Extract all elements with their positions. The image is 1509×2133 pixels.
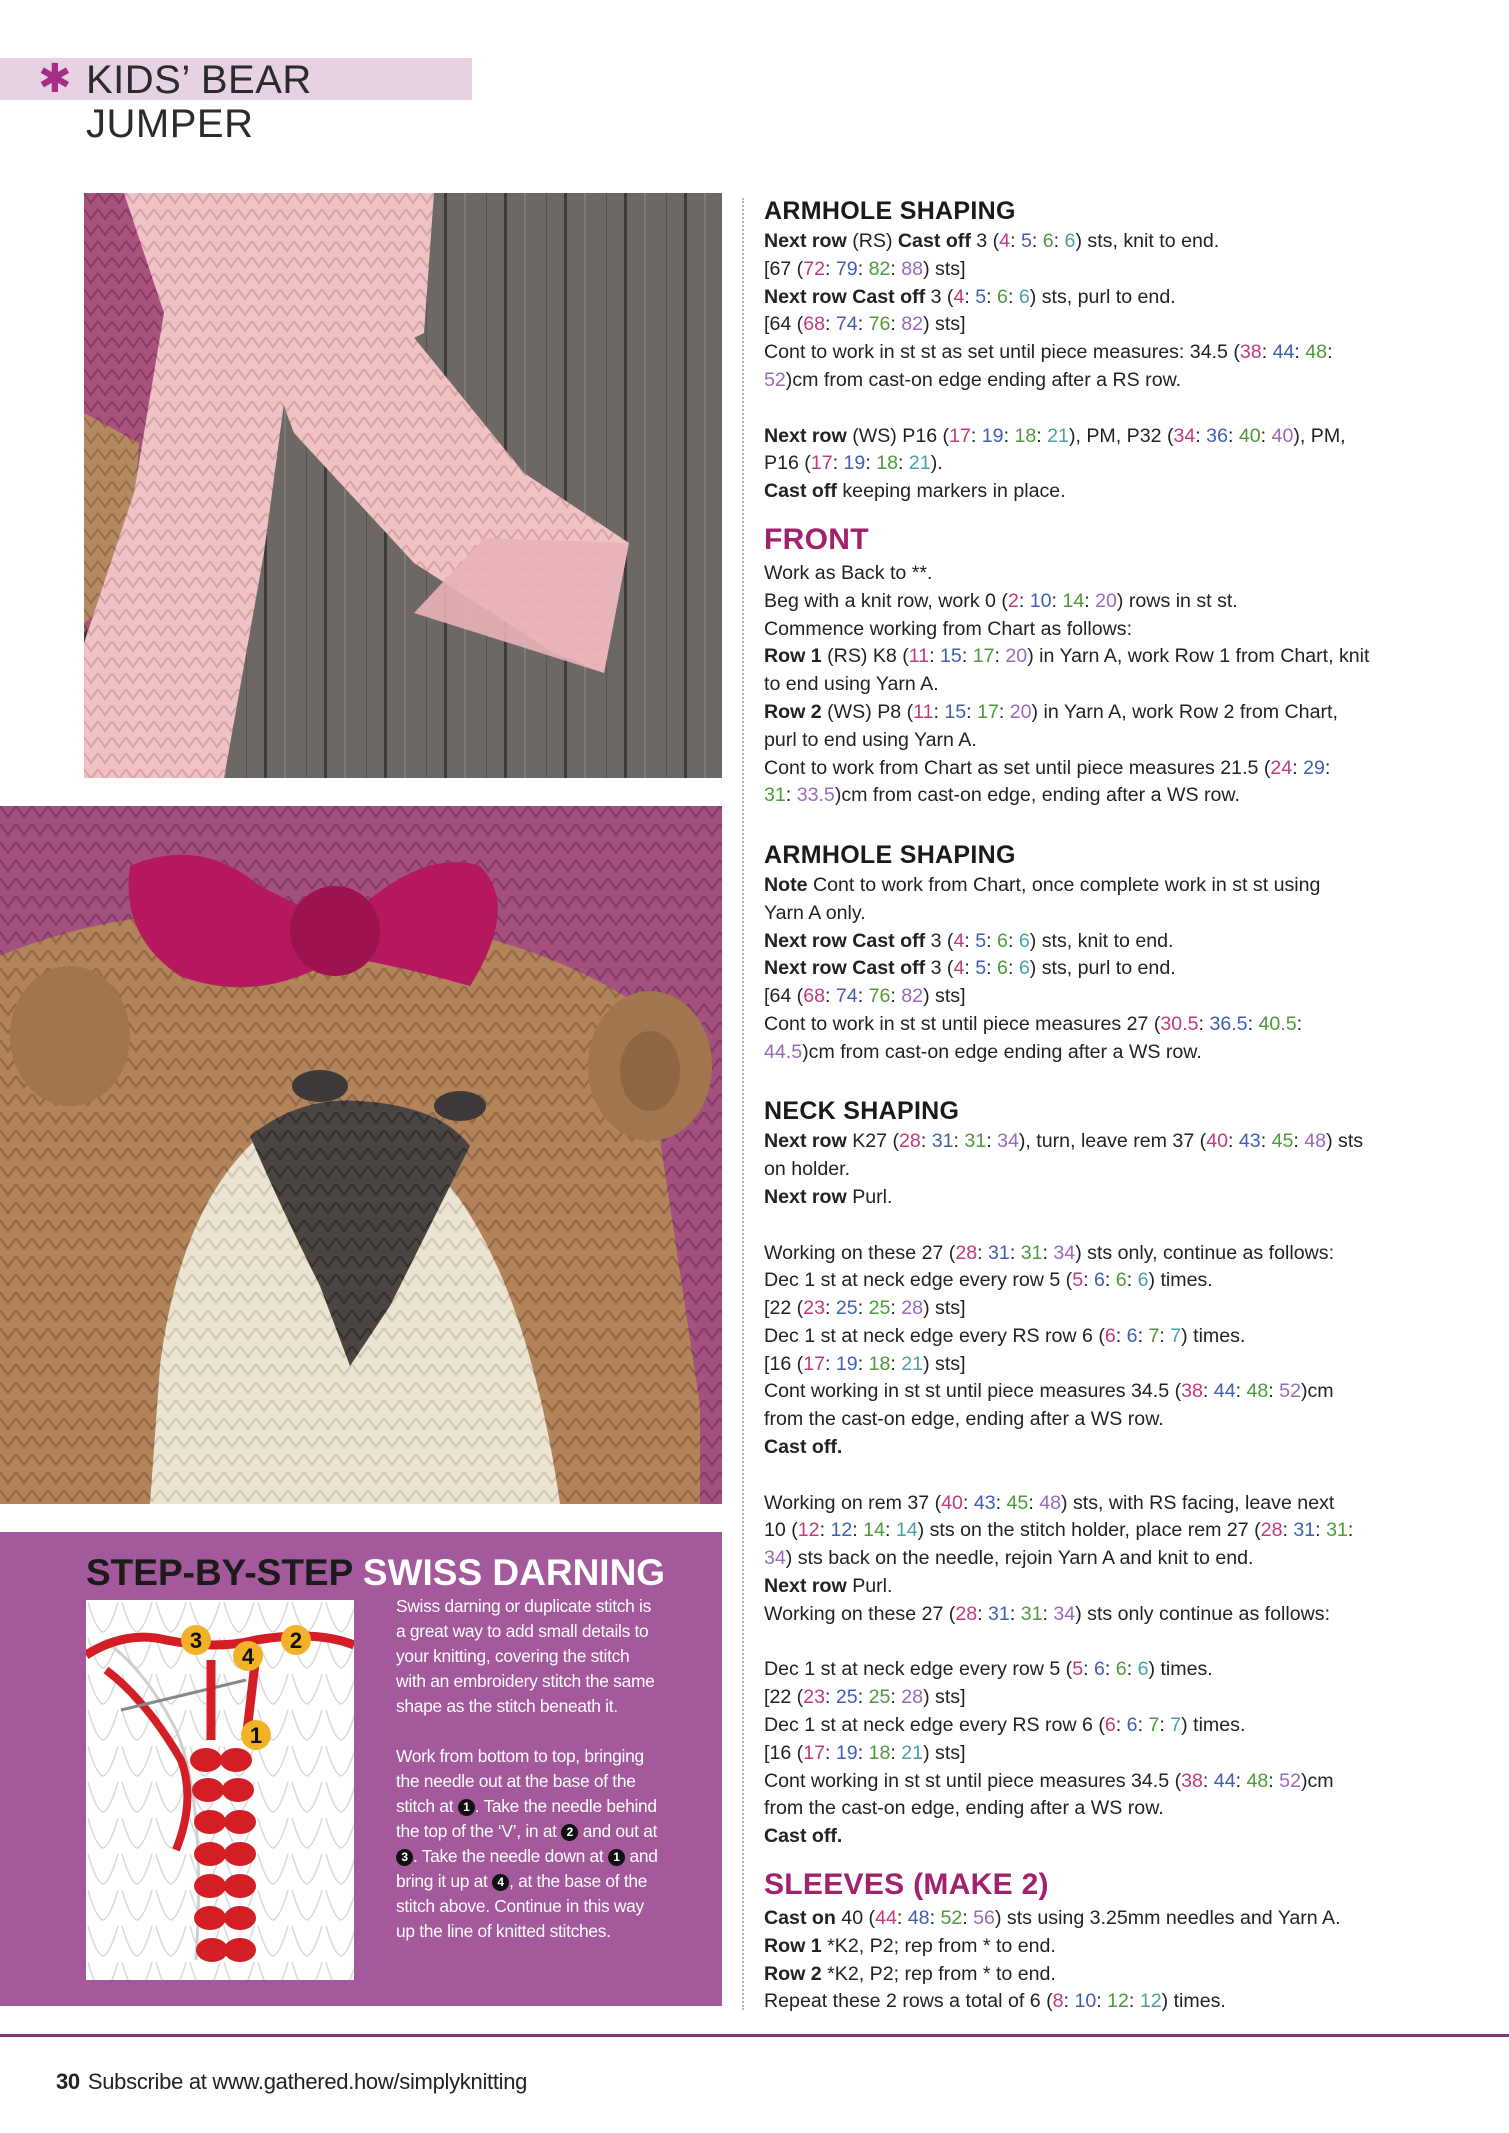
instruction-line: Cont to work from Chart as set until piece measures 21.5 (24: 29: xyxy=(764,756,1331,779)
column-divider xyxy=(742,198,744,2010)
text-line: stitch at 1 . Take the needle behind xyxy=(396,1796,657,1816)
text-line: a great way to add small details to xyxy=(396,1621,649,1641)
footer-rule xyxy=(0,2034,1509,2037)
swiss-darning-heading: STEP-BY-STEP SWISS DARNING xyxy=(86,1552,666,1593)
instruction-line: purl to end using Yarn A. xyxy=(764,728,977,751)
swiss-darning-text xyxy=(396,1594,700,1944)
bear-face-photo xyxy=(0,806,722,1504)
instruction-line: Dec 1 st at neck edge every RS row 6 (6: 6: 7: 7) times. xyxy=(764,1714,1246,1737)
instruction-line: on holder. xyxy=(764,1158,851,1181)
armhole-shaping-heading: ARMHOLE SHAPING xyxy=(764,197,1016,225)
text-line: bring it up at 4 , at the base of the xyxy=(396,1871,648,1891)
instruction-line: [64 (68: 74: 76: 82) sts] xyxy=(764,313,966,336)
instruction-line: 52)cm from cast-on edge ending after a RS row. xyxy=(764,368,1182,391)
step-label-1: 1 xyxy=(249,1723,263,1748)
step-number-icon: 4 xyxy=(492,1874,509,1891)
instruction-line: Dec 1 st at neck edge every row 5 (5: 6: 6: 6) times. xyxy=(764,1269,1213,1292)
instruction-line: [22 (23: 25: 25: 28) sts] xyxy=(764,1686,966,1709)
text-line: up the line of knitted stitches. xyxy=(396,1921,611,1941)
instruction-line: 10 (12: 12: 14: 14) sts on the stitch holder, place rem 27 (28: 31: 31: xyxy=(764,1519,1354,1542)
text-line: Work from bottom to top, bringing xyxy=(396,1746,644,1766)
neck-shaping-heading: NECK SHAPING xyxy=(764,1097,960,1126)
asterisk-icon: ✱ xyxy=(38,56,72,102)
swiss-darning-box xyxy=(0,1532,722,2006)
instruction-line: Note Cont to work from Chart, once complete work in st st using xyxy=(764,873,1321,896)
page-header xyxy=(0,56,472,146)
instruction-line: Cont working in st st until piece measures 34.5 (38: 44: 48: 52)cm xyxy=(764,1380,1334,1403)
instruction-line: Cast on 40 (44: 48: 52: 56) sts using 3.25mm needles and Yarn A. xyxy=(764,1907,1341,1930)
footer xyxy=(56,2068,527,2096)
instruction-line: from the cast-on edge, ending after a WS row. xyxy=(764,1408,1164,1431)
instruction-line: [16 (17: 19: 18: 21) sts] xyxy=(764,1352,966,1375)
text-line: your knitting, covering the stitch xyxy=(396,1646,630,1666)
instruction-line: 31: 33.5)cm from cast-on edge, ending after a WS row. xyxy=(764,784,1240,807)
instruction-line: Next row (RS) Cast off 3 (4: 5: 6: 6) sts, knit to end. xyxy=(764,230,1220,252)
instruction-line: 34) sts back on the needle, rejoin Yarn A and knit to end. xyxy=(764,1547,1254,1570)
step-number-icon: 2 xyxy=(561,1824,578,1841)
step-label-3: 3 xyxy=(189,1628,203,1653)
instruction-line: Cast off keeping markers in place. xyxy=(764,480,1066,503)
step-label-4: 4 xyxy=(241,1644,255,1669)
step-label-2: 2 xyxy=(289,1628,303,1653)
instruction-line: Row 2 *K2, P2; rep from * to end. xyxy=(764,1962,1056,1985)
instruction-line: Work as Back to **. xyxy=(764,561,933,584)
instruction-line: [67 (72: 79: 82: 88) sts] xyxy=(764,257,966,280)
text-line: Swiss darning or duplicate stitch is xyxy=(396,1596,652,1616)
instruction-line: Cast off. xyxy=(764,1436,843,1459)
text-line: the top of the ‘V’, in at 2 and out at xyxy=(396,1821,658,1841)
instruction-line: Repeat these 2 rows a total of 6 (8: 10: 12: 12) times. xyxy=(764,1990,1226,2013)
step-number-icon: 1 xyxy=(458,1799,475,1816)
instruction-line: Row 1 (RS) K8 (11: 15: 17: 20) in Yarn A, work Row 1 from Chart, knit xyxy=(764,645,1370,668)
instruction-line: Cont to work in st st until piece measures 27 (30.5: 36.5: 40.5: xyxy=(764,1012,1303,1035)
instruction-line: [16 (17: 19: 18: 21) sts] xyxy=(764,1741,966,1764)
front-heading: FRONT xyxy=(764,522,869,556)
instruction-line: Yarn A only. xyxy=(764,901,866,924)
instruction-line: Next row K27 (28: 31: 31: 34), turn, leave rem 37 (40: 43: 45: 48) sts xyxy=(764,1130,1364,1153)
armhole-shaping-heading: ARMHOLE SHAPING xyxy=(764,840,1016,869)
instruction-line: Beg with a knit row, work 0 (2: 10: 14: 20) rows in st st. xyxy=(764,589,1238,612)
instruction-line: Next row Purl. xyxy=(764,1185,893,1208)
instruction-line: Next row (WS) P16 (17: 19: 18: 21), PM, P32 (34: 36: 40: 40), PM, xyxy=(764,424,1346,447)
instruction-line: Row 2 (WS) P8 (11: 15: 17: 20) in Yarn A, work Row 2 from Chart, xyxy=(764,700,1338,723)
instruction-line: [64 (68: 74: 76: 82) sts] xyxy=(764,985,966,1008)
instruction-line: Cont to work in st st as set until piece measures: 34.5 (38: 44: 48: xyxy=(764,341,1333,364)
text-line: shape as the stitch beneath it. xyxy=(396,1696,618,1716)
instruction-line: Next row Purl. xyxy=(764,1575,893,1598)
pink-sleeve-photo xyxy=(84,193,722,778)
instruction-line: Row 1 *K2, P2; rep from * to end. xyxy=(764,1934,1056,1957)
instruction-line: Dec 1 st at neck edge every RS row 6 (6: 6: 7: 7) times. xyxy=(764,1324,1246,1347)
instruction-line: Working on rem 37 (40: 43: 45: 48) sts, with RS facing, leave next xyxy=(764,1491,1335,1514)
instruction-line: 44.5)cm from cast-on edge ending after a WS row. xyxy=(764,1040,1202,1063)
swiss-darning-illustration xyxy=(86,1600,354,1980)
step-number-icon: 1 xyxy=(608,1849,625,1866)
instruction-line: [22 (23: 25: 25: 28) sts] xyxy=(764,1297,966,1320)
text-line: the needle out at the base of the xyxy=(396,1771,636,1791)
text-line: with an embroidery stitch the same xyxy=(396,1671,655,1691)
instruction-line: Dec 1 st at neck edge every row 5 (5: 6: 6: 6) times. xyxy=(764,1658,1213,1681)
instruction-line: Cast off. xyxy=(764,1825,843,1848)
instruction-line: Next row Cast off 3 (4: 5: 6: 6) sts, knit to end. xyxy=(764,929,1174,952)
instruction-line: Working on these 27 (28: 31: 31: 34) sts only, continue as follows: xyxy=(764,1241,1335,1264)
text-line: stitch above. Continue in this way xyxy=(396,1896,644,1916)
instruction-line: Next row Cast off 3 (4: 5: 6: 6) sts, purl to end. xyxy=(764,957,1176,980)
instruction-line: Next row Cast off 3 (4: 5: 6: 6) sts, purl to end. xyxy=(764,285,1176,308)
page-number: 30 xyxy=(56,2069,80,2094)
instruction-line: Working on these 27 (28: 31: 31: 34) sts only continue as follows: xyxy=(764,1602,1331,1625)
instruction-line: from the cast-on edge, ending after a WS row. xyxy=(764,1797,1164,1820)
instruction-line: Cont working in st st until piece measures 34.5 (38: 44: 48: 52)cm xyxy=(764,1769,1334,1792)
instruction-line: P16 (17: 19: 18: 21). xyxy=(764,452,943,475)
pattern-instructions xyxy=(764,194,1414,2016)
text-line: 3 . Take the needle down at 1 and xyxy=(396,1844,700,1869)
step-number-icon: 3 xyxy=(396,1849,413,1866)
sleeves-heading: SLEEVES (MAKE 2) xyxy=(764,1868,1049,1902)
instruction-line: Commence working from Chart as follows: xyxy=(764,617,1133,640)
footer-link[interactable]: Subscribe at www.gathered.how/simplyknitting xyxy=(87,2069,528,2094)
instruction-line: to end using Yarn A. xyxy=(764,673,939,696)
page-title: KIDS’ BEAR JUMPER xyxy=(86,58,312,146)
